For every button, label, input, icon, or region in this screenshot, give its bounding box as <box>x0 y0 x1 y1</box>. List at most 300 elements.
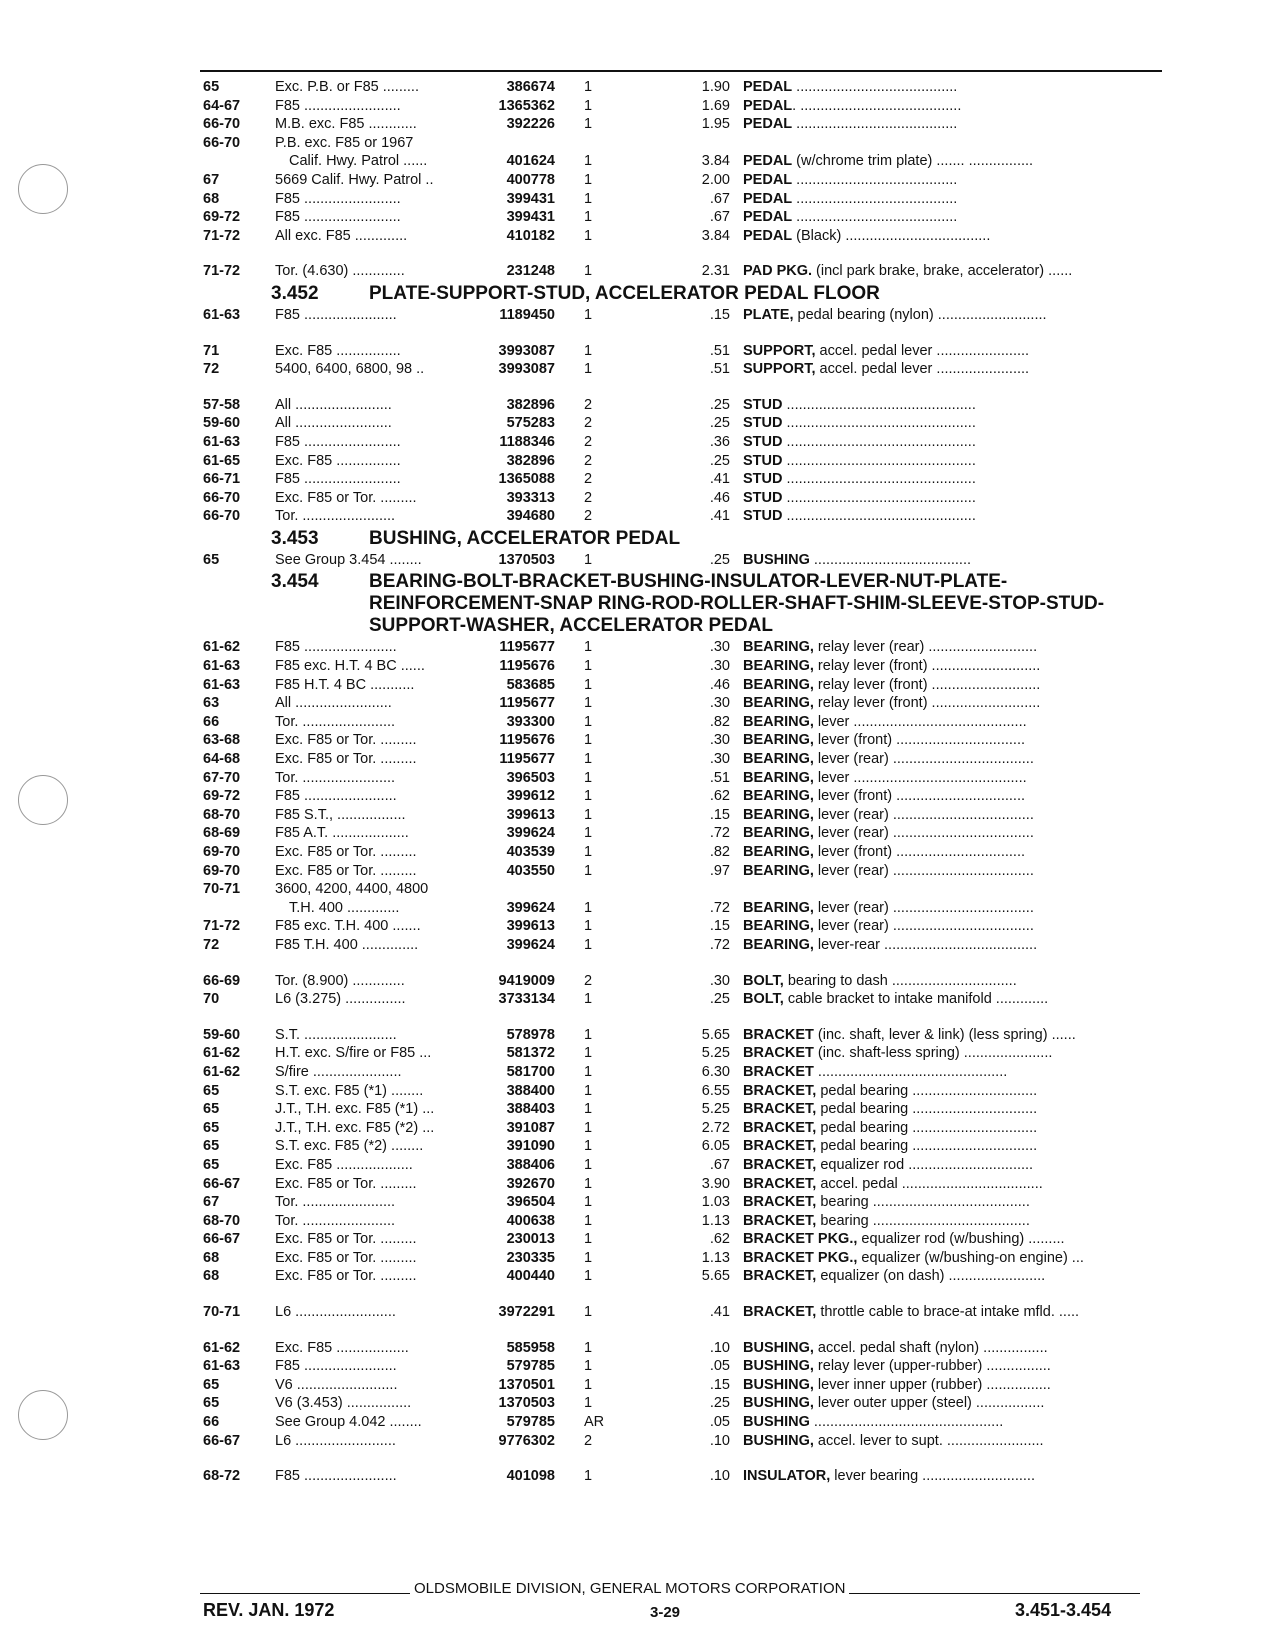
quantity: 2 <box>584 396 593 413</box>
part-number: 1365088 <box>498 471 555 488</box>
model-year: 70-71 <box>203 1304 241 1321</box>
quantity: 1 <box>584 1249 593 1266</box>
part-name <box>743 917 1163 936</box>
model-description: F85 ........................ <box>275 471 401 488</box>
model-year: 68-69 <box>203 825 241 842</box>
part-number: 231248 <box>506 263 555 280</box>
model-year: 59-60 <box>203 1026 241 1043</box>
model-description: F85 ........................ <box>275 209 401 226</box>
price: .97 <box>709 862 730 879</box>
part-name-label: PEDAL <box>743 171 793 188</box>
part-name-note: pedal bearing ............................... <box>816 1138 1038 1155</box>
model-year: 61-63 <box>203 433 241 450</box>
price: .15 <box>709 1376 730 1393</box>
part-name-note: ........................................ <box>792 79 958 95</box>
part-name-note: ............................................... <box>782 415 976 432</box>
part-name <box>743 507 1163 526</box>
model-description: F85 ........................ <box>275 433 401 450</box>
part-name-note: lever (rear) ................................... <box>813 918 1034 935</box>
part-row <box>203 342 1165 361</box>
quantity: 1 <box>584 936 593 953</box>
part-name-note: lever-rear ...................................... <box>813 936 1038 953</box>
part-name-note: equalizer rod ............................... <box>816 1156 1034 1173</box>
part-name <box>743 1119 1163 1138</box>
part-name-label: BEARING, <box>743 899 814 916</box>
quantity: 2 <box>584 471 593 488</box>
part-number: 1195677 <box>499 751 555 768</box>
price: .41 <box>709 471 730 488</box>
part-name-label: STUD <box>743 396 783 413</box>
model-year: 67-70 <box>203 769 241 786</box>
model-description: F85 ........................ <box>275 97 401 114</box>
part-name-label: BOLT, <box>743 972 784 989</box>
model-description: Exc. F85 or Tor. ......... <box>275 1249 417 1266</box>
part-row <box>203 360 1165 379</box>
part-row <box>203 676 1165 695</box>
model-year: 65 <box>203 1156 220 1173</box>
price: 6.55 <box>701 1082 730 1099</box>
model-description: 3600, 4200, 4400, 4800 <box>275 881 429 898</box>
part-name-label: BRACKET, <box>743 1194 817 1211</box>
part-name <box>743 190 1163 209</box>
part-number: 399624 <box>506 936 555 953</box>
part-row <box>203 990 1165 1009</box>
model-description: L6 ......................... <box>275 1432 396 1449</box>
part-name-label: STUD <box>743 489 783 506</box>
price: .10 <box>709 1339 730 1356</box>
part-name-label: STUD <box>743 471 783 488</box>
part-name-label: BRACKET, <box>743 1119 817 1136</box>
quantity: 1 <box>584 1468 593 1485</box>
model-description: S.T. ....................... <box>275 1026 397 1043</box>
model-description: Exc. F85 or Tor. ......... <box>275 1175 417 1192</box>
part-row <box>203 880 1165 899</box>
price: .15 <box>709 306 730 323</box>
price: .46 <box>709 676 730 693</box>
model-description: Tor. (4.630) ............. <box>275 263 405 280</box>
part-number: 388400 <box>506 1082 555 1099</box>
model-year: 69-70 <box>203 862 241 879</box>
quantity: 1 <box>584 713 593 730</box>
price: .25 <box>709 452 730 469</box>
quantity: 1 <box>584 306 593 323</box>
part-name-label: PAD PKG. <box>743 263 813 280</box>
model-description: F85 ....................... <box>275 639 397 656</box>
model-year: 66-67 <box>203 1231 241 1248</box>
model-year: 66-70 <box>203 116 241 133</box>
part-row <box>203 1303 1165 1322</box>
quantity: 2 <box>584 508 593 525</box>
price: 3.84 <box>701 153 730 170</box>
part-number: 400440 <box>506 1268 555 1285</box>
price: .10 <box>709 1468 730 1485</box>
quantity: 2 <box>584 489 593 506</box>
part-name-note: ............................................... <box>809 1414 1004 1431</box>
model-description: Tor. ....................... <box>275 713 396 730</box>
part-row <box>203 1212 1165 1231</box>
part-name-label: BUSHING, <box>743 1432 814 1449</box>
part-number: 399624 <box>506 899 555 916</box>
part-name-label: PEDAL <box>743 227 793 244</box>
model-year: 57-58 <box>203 396 241 413</box>
part-name-label: BEARING, <box>743 825 814 842</box>
part-name-label: BRACKET, <box>743 1156 817 1173</box>
price: .30 <box>709 732 730 749</box>
model-year: 70-71 <box>203 881 241 898</box>
part-name-label: BRACKET, <box>743 1212 817 1229</box>
part-row <box>203 731 1165 750</box>
part-number: 399431 <box>506 190 555 207</box>
part-number: 1370503 <box>498 1395 555 1412</box>
part-name-label: BEARING, <box>743 732 814 749</box>
part-name <box>743 1432 1163 1451</box>
part-name <box>743 360 1163 379</box>
part-row <box>203 1082 1165 1101</box>
group-title: PLATE-SUPPORT-STUD, ACCELERATOR PEDAL FLOOR <box>369 282 880 304</box>
model-description: V6 ......................... <box>275 1376 398 1393</box>
price: 6.05 <box>701 1138 730 1155</box>
quantity: 1 <box>584 862 593 879</box>
price: 5.65 <box>701 1268 730 1285</box>
part-name <box>743 936 1163 955</box>
part-number: 393300 <box>506 713 555 730</box>
group-heading <box>203 283 1165 305</box>
part-name-note: bearing ....................................... <box>816 1194 1030 1211</box>
part-name <box>743 1100 1163 1119</box>
part-number: 392670 <box>506 1175 555 1192</box>
price: .05 <box>709 1414 730 1431</box>
quantity: 1 <box>584 1304 593 1321</box>
part-name <box>743 1175 1163 1194</box>
model-description: T.H. 400 ............. <box>289 899 400 916</box>
model-description: F85 ........................ <box>275 190 401 207</box>
part-number: 1195676 <box>499 658 555 675</box>
model-year: 71 <box>203 342 220 359</box>
part-name-label: BRACKET PKG., <box>743 1231 858 1248</box>
part-name-note: ........................................ <box>792 190 958 207</box>
part-number: 583685 <box>506 676 555 693</box>
part-name <box>743 97 1163 116</box>
part-number: 393313 <box>506 489 555 506</box>
model-description: Exc. F85 ................... <box>275 1156 413 1173</box>
quantity: 1 <box>584 263 593 280</box>
part-name-note: lever (front) ................................ <box>813 788 1026 805</box>
model-description: All ........................ <box>275 415 392 432</box>
model-year: 66-71 <box>203 471 241 488</box>
price: .30 <box>709 695 730 712</box>
quantity: 1 <box>584 1212 593 1229</box>
quantity: 1 <box>584 361 593 378</box>
part-row <box>203 824 1165 843</box>
part-name <box>743 396 1163 415</box>
price: 1.13 <box>701 1249 730 1266</box>
part-name-note: accel. pedal lever ....................... <box>815 342 1030 359</box>
part-number: 388403 <box>506 1101 555 1118</box>
quantity: 1 <box>584 1175 593 1192</box>
model-description: 5669 Calif. Hwy. Patrol .. <box>275 171 434 188</box>
part-name-label: BUSHING, <box>743 1358 814 1375</box>
row-spacer <box>203 245 1165 262</box>
part-number: 3733134 <box>498 991 555 1008</box>
quantity: 1 <box>584 1156 593 1173</box>
part-number: 391087 <box>506 1119 555 1136</box>
part-name <box>743 638 1163 657</box>
price: .15 <box>709 806 730 823</box>
part-name-label: BRACKET <box>743 1063 814 1080</box>
quantity: 1 <box>584 1045 593 1062</box>
part-name <box>743 657 1163 676</box>
punch-hole-middle <box>18 775 68 825</box>
part-name-note: pedal bearing ............................... <box>816 1101 1038 1118</box>
part-row <box>203 1413 1165 1432</box>
part-row <box>203 750 1165 769</box>
price: .10 <box>709 1432 730 1449</box>
part-name <box>743 414 1163 433</box>
part-name <box>743 452 1163 471</box>
part-number: 9419009 <box>498 972 555 989</box>
part-name-note: relay lever (front) ........................... <box>813 676 1041 693</box>
model-year: 69-70 <box>203 844 241 860</box>
price: .72 <box>709 899 730 916</box>
model-description: Exc. F85 or Tor. ......... <box>275 844 417 860</box>
model-year: 71-72 <box>203 918 241 935</box>
part-number: 3993087 <box>498 342 555 359</box>
quantity: 1 <box>584 79 593 95</box>
quantity: 1 <box>584 1231 593 1248</box>
group-number: 3.454 <box>271 571 319 593</box>
price: .67 <box>709 190 730 207</box>
model-year: 61-63 <box>203 1358 241 1375</box>
part-number: 399624 <box>506 825 555 842</box>
part-number: 399612 <box>506 788 555 805</box>
quantity: 1 <box>584 751 593 768</box>
model-year: 65 <box>203 1101 220 1118</box>
model-description: F85 ....................... <box>275 1468 397 1485</box>
part-row <box>203 190 1165 209</box>
part-name-note: bearing ....................................... <box>816 1212 1030 1229</box>
quantity: 1 <box>584 1376 593 1393</box>
part-name-note: lever (rear) ................................... <box>813 899 1034 916</box>
price: 2.72 <box>701 1119 730 1136</box>
part-name-label: STUD <box>743 415 783 432</box>
model-description: All ........................ <box>275 396 392 413</box>
part-number: 392226 <box>506 116 555 133</box>
quantity: 1 <box>584 1395 593 1412</box>
part-number: 1365362 <box>498 97 555 114</box>
part-name-note: lever inner upper (rubber) ................ <box>813 1376 1051 1393</box>
part-name-note: (Black) .................................... <box>792 227 991 244</box>
part-row <box>203 414 1165 433</box>
model-year: 61-63 <box>203 658 241 675</box>
row-spacer <box>203 1286 1165 1303</box>
part-row <box>203 470 1165 489</box>
model-year: 66 <box>203 1414 220 1431</box>
model-description: Exc. F85 or Tor. ......... <box>275 862 417 879</box>
part-name <box>743 972 1163 991</box>
part-name-label: STUD <box>743 508 783 525</box>
part-number: 396504 <box>506 1194 555 1211</box>
part-number: 386674 <box>506 79 555 95</box>
part-name-label: PEDAL <box>743 209 793 226</box>
part-number: 399431 <box>506 209 555 226</box>
page-number: 3-29 <box>650 1604 681 1621</box>
row-spacer <box>203 1009 1165 1026</box>
part-name-label: BRACKET, <box>743 1082 817 1099</box>
part-name <box>743 262 1163 281</box>
part-name-note: (inc. shaft, lever & link) (less spring) ...... <box>813 1026 1076 1043</box>
part-row <box>203 396 1165 415</box>
part-name-note: relay lever (front) ........................... <box>813 658 1041 675</box>
model-year: 69-72 <box>203 788 241 805</box>
part-name-label: BEARING, <box>743 639 814 656</box>
parts-list <box>203 78 1165 1486</box>
price: 3.90 <box>701 1175 730 1192</box>
model-year: 65 <box>203 1376 220 1393</box>
part-number: 399613 <box>506 806 555 823</box>
part-name-note: equalizer rod (w/bushing) ......... <box>857 1231 1065 1248</box>
part-name <box>743 787 1163 806</box>
part-number: 388406 <box>506 1156 555 1173</box>
part-row <box>203 972 1165 991</box>
price: .51 <box>709 361 730 378</box>
price: .25 <box>709 991 730 1008</box>
part-number: 578978 <box>506 1026 555 1043</box>
part-name-label: BEARING, <box>743 658 814 675</box>
model-description: S/fire ...................... <box>275 1063 402 1080</box>
part-name-note: pedal bearing ............................... <box>816 1082 1038 1099</box>
part-name <box>743 342 1163 361</box>
price: .15 <box>709 918 730 935</box>
part-name-label: BEARING, <box>743 806 814 823</box>
quantity: 1 <box>584 1082 593 1099</box>
model-description: F85 A.T. ................... <box>275 825 409 842</box>
quantity: 1 <box>584 769 593 786</box>
part-name <box>743 152 1163 171</box>
part-row <box>203 1193 1165 1212</box>
model-year: 61-62 <box>203 1045 241 1062</box>
quantity: 1 <box>584 1138 593 1155</box>
model-description: L6 (3.275) ............... <box>275 991 406 1008</box>
part-number: 1370503 <box>498 551 555 568</box>
part-name-label: BUSHING <box>743 551 810 568</box>
row-spacer <box>203 1322 1165 1339</box>
part-name <box>743 1357 1163 1376</box>
model-description: F85 exc. T.H. 400 ....... <box>275 918 421 935</box>
part-number: 396503 <box>506 769 555 786</box>
part-name-label: BEARING, <box>743 862 814 879</box>
quantity: 1 <box>584 171 593 188</box>
model-description: Exc. F85 or Tor. ......... <box>275 1268 417 1285</box>
part-name <box>743 1063 1163 1082</box>
part-name <box>743 115 1163 134</box>
price: .30 <box>709 639 730 656</box>
price: .72 <box>709 936 730 953</box>
part-row <box>203 1137 1165 1156</box>
part-name-note: ............................................... <box>782 508 976 525</box>
part-name <box>743 1026 1163 1045</box>
part-name-note: lever (front) ................................ <box>813 732 1026 749</box>
part-number: 403550 <box>506 862 555 879</box>
part-number: 403539 <box>506 844 555 860</box>
part-row <box>203 306 1165 325</box>
model-year: 68-70 <box>203 806 241 823</box>
price: .25 <box>709 396 730 413</box>
part-number: 400638 <box>506 1212 555 1229</box>
model-description: S.T. exc. F85 (*2) ........ <box>275 1138 424 1155</box>
model-description: All ........................ <box>275 695 392 712</box>
model-year: 68 <box>203 1249 220 1266</box>
part-name-label: BEARING, <box>743 713 814 730</box>
model-year: 66-70 <box>203 508 241 525</box>
quantity: 1 <box>584 1339 593 1356</box>
punch-hole-top <box>18 164 68 214</box>
price: .82 <box>709 844 730 860</box>
part-number: 1188346 <box>499 433 555 450</box>
model-description: Exc. F85 ................ <box>275 452 401 469</box>
part-number: 230013 <box>506 1231 555 1248</box>
model-year: 70 <box>203 991 220 1008</box>
model-description: Tor. ....................... <box>275 508 396 525</box>
model-year: 68 <box>203 1268 220 1285</box>
quantity: 1 <box>584 342 593 359</box>
part-row <box>203 171 1165 190</box>
model-description: Exc. F85 or Tor. ......... <box>275 489 417 506</box>
part-name-note: relay lever (upper-rubber) ................ <box>813 1358 1051 1375</box>
group-number: 3.453 <box>271 527 319 549</box>
part-name-note: . ........................................ <box>792 97 962 114</box>
part-row <box>203 1063 1165 1082</box>
model-description: See Group 4.042 ........ <box>275 1414 422 1431</box>
part-name-note: ........................................ <box>792 116 958 133</box>
part-name-label: BEARING, <box>743 844 814 860</box>
quantity: 1 <box>584 551 593 568</box>
quantity: 1 <box>584 676 593 693</box>
price: 3.84 <box>701 227 730 244</box>
quantity: 1 <box>584 1268 593 1285</box>
part-row <box>203 936 1165 955</box>
part-row <box>203 78 1165 97</box>
model-description: Exc. F85 or Tor. ......... <box>275 1231 417 1248</box>
part-number: 579785 <box>506 1358 555 1375</box>
quantity: 2 <box>584 415 593 432</box>
part-name <box>743 1467 1163 1486</box>
part-row <box>203 115 1165 134</box>
part-number: 1370501 <box>498 1376 555 1393</box>
price: .51 <box>709 769 730 786</box>
part-name-note: throttle cable to brace-at intake mfld. ..... <box>816 1304 1080 1321</box>
part-name-note: ....................................... <box>809 551 972 568</box>
part-row <box>203 1230 1165 1249</box>
model-description: F85 ....................... <box>275 306 397 323</box>
part-name <box>743 806 1163 825</box>
model-year: 66-67 <box>203 1432 241 1449</box>
model-year: 61-62 <box>203 1339 241 1356</box>
model-year: 65 <box>203 79 220 95</box>
quantity: 1 <box>584 209 593 226</box>
price: .62 <box>709 1231 730 1248</box>
group-title: BUSHING, ACCELERATOR PEDAL <box>369 527 681 549</box>
part-name-note: lever (rear) ................................... <box>813 751 1034 768</box>
part-name-label: BEARING, <box>743 936 814 953</box>
price: 2.00 <box>701 171 730 188</box>
part-name <box>743 1376 1163 1395</box>
part-name <box>743 78 1163 97</box>
quantity: 1 <box>584 1119 593 1136</box>
part-row <box>203 806 1165 825</box>
price: 5.25 <box>701 1101 730 1118</box>
model-description: F85 T.H. 400 .............. <box>275 936 419 953</box>
part-name <box>743 1082 1163 1101</box>
